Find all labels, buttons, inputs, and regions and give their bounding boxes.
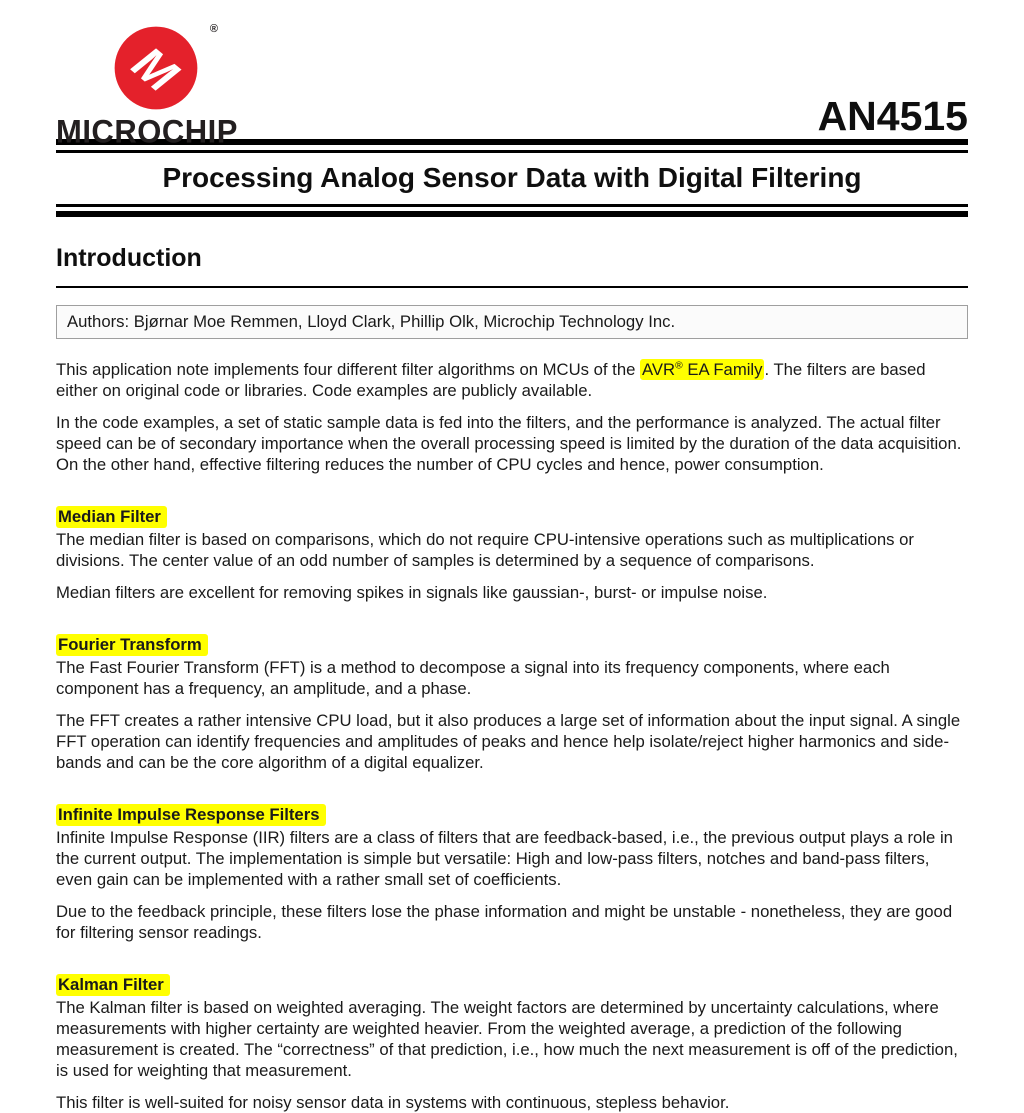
median-filter-heading: Median Filter (56, 506, 167, 528)
registered-trademark-icon: ® (209, 23, 218, 35)
kalman-filter-paragraph-1: The Kalman filter is based on weighted averaging. The weight factors are determined by uncertainty calculations, where measurements with higher certainty are weighted heavier. From the weighted average, a prediction of the following measurement is created. The “correctness” of that prediction, i.e., how much the next measurement is off of the prediction, is used for weighting that measurement. (56, 998, 958, 1080)
kalman-filter-heading: Kalman Filter (56, 974, 170, 996)
authors-box: Authors: Bjørnar Moe Remmen, Lloyd Clark, Phillip Olk, Microchip Technology Inc. (56, 305, 968, 339)
fourier-transform-paragraph-1: The Fast Fourier Transform (FFT) is a method to decompose a signal into its frequency components, where each component has a frequency, an amplitude, and a phase. (56, 658, 890, 698)
microchip-logo-icon (100, 23, 218, 112)
median-filter-paragraph-1: The median filter is based on comparisons, which do not require CPU-intensive operations such as multiplications or divisions. The center value of an odd number of samples is determined by a sequence of comparisons. (56, 530, 914, 570)
title-banner (56, 153, 968, 204)
section-median-filter (56, 506, 968, 603)
median-filter-paragraph-2: Median filters are excellent for removing spikes in signals like gaussian-, burst- or impulse noise. (56, 583, 768, 602)
microchip-wordmark: MICROCHIP (56, 112, 238, 150)
avr-ea-family-highlight (640, 359, 764, 380)
iir-filters-heading: Infinite Impulse Response Filters (56, 804, 326, 826)
intro-paragraph-1 (56, 359, 968, 401)
section-fourier-transform (56, 634, 968, 773)
page-title: Processing Analog Sensor Data with Digital Filtering (162, 162, 862, 193)
introduction-rule (56, 286, 968, 288)
intro-p1-pre: This application note implements four different filter algorithms on MCUs of the (56, 360, 641, 379)
svg-text:M: M (122, 36, 187, 103)
avr-family-rest: EA Family (682, 360, 763, 379)
intro-paragraph-2: In the code examples, a set of static sample data is fed into the filters, and the performance is analyzed. The actual filter speed can be of secondary importance when the overall processing speed is limited by the duration of the data acquisition. On the other hand, effective filtering reduces the number of CPU cycles and hence, power consumption. (56, 413, 962, 474)
avr-name: AVR (642, 360, 676, 379)
iir-filters-paragraph-1: Infinite Impulse Response (IIR) filters are a class of filters that are feedback-based, i.e., the previous output plays a role in the current output. The implementation is simple but versatile: High and low-pass filters, notches and band-pass filters, even gain can be implemented with a rather small set of coefficients. (56, 828, 953, 889)
intro-p1-post: . The filters are based either on original code or libraries. Code examples are publicly available. (56, 360, 926, 400)
title-rule-thick (56, 211, 968, 217)
page-header (56, 23, 968, 150)
section-heading-introduction: Introduction (56, 244, 202, 272)
document-number: AN4515 (817, 93, 968, 139)
iir-filters-paragraph-2: Due to the feedback principle, these filters lose the phase information and might be unstable - nonetheless, they are good for filtering sensor readings. (56, 902, 953, 942)
fourier-transform-paragraph-2: The FFT creates a rather intensive CPU load, but it also produces a large set of information about the input signal. A single FFT operation can identify frequencies and amplitudes of peaks and hence help isolate/reject higher harmonics and side-bands and can be the core algorithm of a digital equalizer. (56, 711, 961, 772)
section-kalman-filter (56, 974, 968, 1113)
kalman-filter-paragraph-2: This filter is well-suited for noisy sensor data in systems with continuous, stepless behavior. (56, 1093, 730, 1112)
fourier-transform-heading: Fourier Transform (56, 634, 208, 656)
microchip-logo (56, 23, 238, 150)
section-iir-filters (56, 804, 968, 943)
avr-registered-sup: ® (675, 360, 683, 372)
